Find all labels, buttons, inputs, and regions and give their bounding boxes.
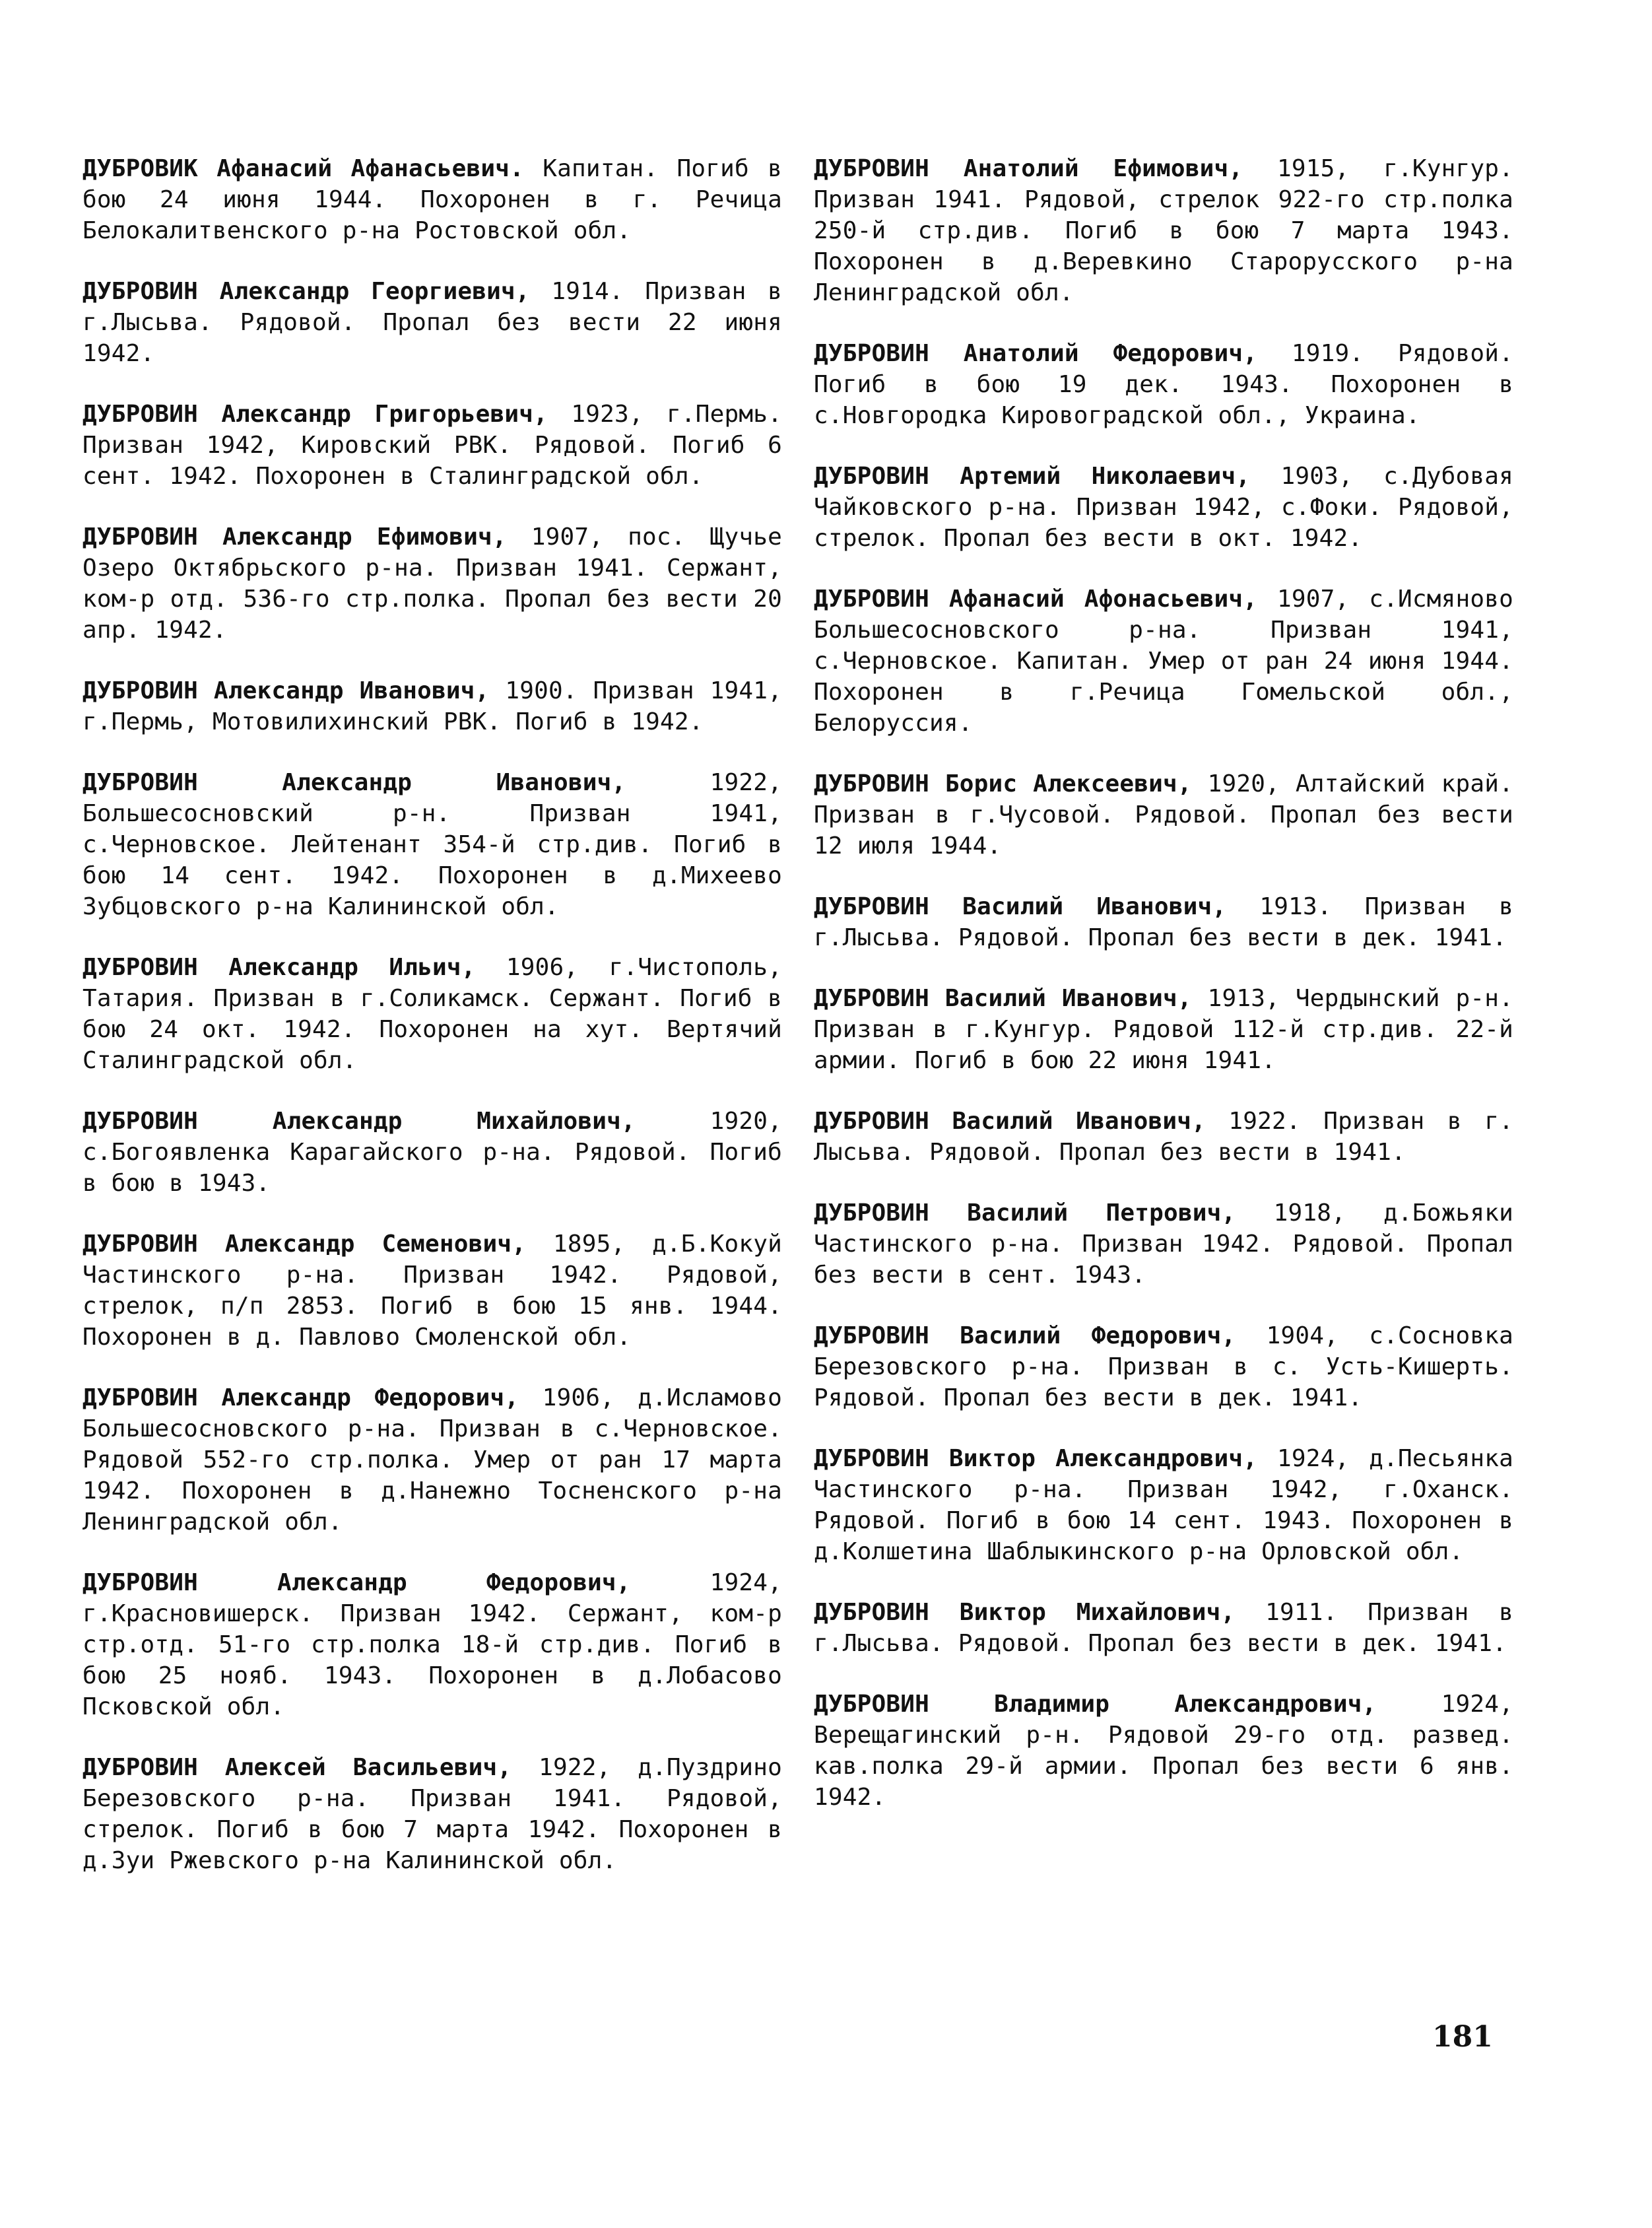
list-entry: [814, 1597, 1513, 1659]
left-column: [83, 153, 782, 1906]
entry-name: ДУБРОВИН Александр Иванович,: [83, 677, 490, 704]
entry-text: 1923, г.Пермь. Призван 1942, Кировский РВК. Рядовой. Погиб 6 сент. 1942. Похоронен в Сталинградской обл.: [83, 401, 783, 490]
list-entry: [83, 276, 782, 369]
entry-name: ДУБРОВИН Александр Михайлович,: [83, 1108, 636, 1135]
entry-name: ДУБРОВИН Артемий Николаевич,: [814, 463, 1251, 490]
entry-text: 1915, г.Кунгур. Призван 1941. Рядовой, стрелок 922-го стр.полка 250-й стр.див. Погиб в бою 7 марта 1943. Похоронен в д.Веревкино Старорусского р-на Ленинградской обл.: [814, 155, 1514, 306]
entry-name: ДУБРОВИН Александр Семенович,: [83, 1231, 527, 1258]
list-entry: [814, 1106, 1513, 1168]
list-entry: [83, 675, 782, 737]
entry-name: ДУБРОВИН Виктор Михайлович,: [814, 1599, 1236, 1626]
list-entry: [83, 952, 782, 1076]
entry-text: 1906, д.Исламово Большесосновского р-на. Призван в с.Черновское. Рядовой 552-го стр.полка. Умер от ран 17 марта 1942. Похоронен в д.Нанежно Тосненского р-на Ленинградской обл.: [83, 1384, 783, 1536]
entry-text: 1924, д.Песьянка Частинского р-на. Призван 1942, г.Оханск. Рядовой. Погиб в бою 14 сент. 1943. Похоронен в д.Колшетина Шаблыкинского р-на Орловской обл.: [814, 1445, 1514, 1565]
entry-text: 1914. Призван в г.Лысьва. Рядовой. Пропал без вести 22 июня 1942.: [83, 278, 782, 367]
entry-name: ДУБРОВИН Владимир Александрович,: [814, 1691, 1377, 1718]
list-entry: [814, 891, 1513, 953]
entry-name: ДУБРОВИН Александр Федорович,: [83, 1384, 519, 1411]
list-entry: [83, 1229, 782, 1353]
entry-text: 1906, г.Чистополь, Татария. Призван в г.Соликамск. Сержант. Погиб в бою 24 окт. 1942. Похоронен на хут. Вертячий Сталинградской обл.: [83, 954, 782, 1074]
entry-text: 1913. Призван в г.Лысьва. Рядовой. Пропал без вести в дек. 1941.: [814, 893, 1513, 951]
entry-name: ДУБРОВИН Василий Петрович,: [814, 1199, 1236, 1227]
right-column: [814, 153, 1513, 1842]
page-number: 181: [1432, 2020, 1493, 2054]
entry-name: ДУБРОВИН Василий Иванович,: [814, 1108, 1206, 1135]
entry-name: ДУБРОВИН Алексей Васильевич,: [83, 1754, 512, 1781]
entry-name: ДУБРОВИН Анатолий Федорович,: [814, 340, 1258, 367]
entry-name: ДУБРОВИН Александр Федорович,: [83, 1569, 631, 1596]
list-entry: [83, 399, 782, 492]
list-entry: [83, 1382, 782, 1537]
list-entry: [814, 1320, 1513, 1413]
entry-name: ДУБРОВИН Виктор Александрович,: [814, 1445, 1258, 1472]
list-entry: [814, 768, 1513, 861]
entry-text: 1922, д.Пуздрино Березовского р-на. Призван 1941. Рядовой, стрелок. Погиб в бою 7 марта 1942. Похоронен в д.Зуи Ржевского р-на Калининской обл.: [83, 1754, 783, 1874]
entry-text: 1920, Алтайский край. Призван в г.Чусовой. Рядовой. Пропал без вести 12 июля 1944.: [814, 770, 1513, 860]
entry-text: 1895, д.Б.Кокуй Частинского р-на. Призван 1942. Рядовой, стрелок, п/п 2853. Погиб в бою 15 янв. 1944. Похоронен в д. Павлово Смоленской обл.: [83, 1231, 783, 1351]
list-entry: [814, 1443, 1513, 1567]
entry-text: 1919. Рядовой. Погиб в бою 19 дек. 1943. Похоронен в с.Новгородка Кировоградской обл., Украина.: [814, 340, 1514, 429]
entry-text: 1920, с.Богоявленка Карагайского р-на. Рядовой. Погиб в бою в 1943.: [83, 1108, 782, 1197]
list-entry: [814, 461, 1513, 554]
list-entry: [83, 767, 782, 922]
entry-text: 1903, с.Дубовая Чайковского р-на. Призван 1942, с.Фоки. Рядовой, стрелок. Пропал без вести в окт. 1942.: [814, 463, 1514, 552]
list-entry: [814, 1689, 1513, 1813]
list-entry: [83, 1567, 782, 1722]
entry-name: ДУБРОВИН Александр Ефимович,: [83, 523, 507, 551]
entry-text: 1900. Призван 1941, г.Пермь, Мотовилихинский РВК. Погиб в 1942.: [83, 677, 783, 735]
entry-name: ДУБРОВИН Василий Иванович,: [814, 985, 1192, 1012]
entry-name: ДУБРОВИК Афанасий Афанасьевич.: [83, 155, 524, 182]
list-entry: [83, 153, 782, 246]
list-entry: [814, 584, 1513, 739]
entry-name: ДУБРОВИН Борис Алексеевич,: [814, 770, 1192, 797]
entry-text: 1907, с.Исмяново Большесосновского р-на. Призван 1941, с.Черновское. Капитан. Умер от ран 24 июня 1944. Похоронен в г.Речица Гомельской обл., Белоруссия.: [814, 586, 1514, 737]
entry-text: 1924, Верещагинский р-н. Рядовой 29-го отд. развед. кав.полка 29-й армии. Пропал без вести 6 янв. 1942.: [814, 1691, 1513, 1811]
list-entry: [814, 338, 1513, 431]
entry-text: 1911. Призван в г.Лысьва. Рядовой. Пропал без вести в дек. 1941.: [814, 1599, 1514, 1657]
entry-name: ДУБРОВИН Александр Григорьевич,: [83, 401, 548, 428]
entry-text: 1924, г.Красновишерск. Призван 1942. Сержант, ком-р стр.отд. 51-го стр.полка 18-й стр.див. Погиб в бою 25 нояб. 1943. Похоронен в д.Лобасово Псковской обл.: [83, 1569, 783, 1720]
entry-text: 1904, с.Сосновка Березовского р-на. Призван в с. Усть-Кишерть. Рядовой. Пропал без вести в дек. 1941.: [814, 1322, 1514, 1411]
list-entry: [814, 153, 1513, 308]
entry-text: 1922. Призван в г. Лысьва. Рядовой. Пропал без вести в 1941.: [814, 1108, 1513, 1166]
list-entry: [83, 522, 782, 646]
list-entry: [814, 983, 1513, 1076]
entry-name: ДУБРОВИН Афанасий Афонасьевич,: [814, 586, 1258, 613]
entry-name: ДУБРОВИН Александр Иванович,: [83, 769, 626, 796]
entry-text: Капитан. Погиб в бою 24 июня 1944. Похоронен в г. Речица Белокалитвенского р-на Ростовской обл.: [83, 155, 782, 244]
list-entry: [814, 1198, 1513, 1291]
entry-name: ДУБРОВИН Василий Федорович,: [814, 1322, 1236, 1349]
list-entry: [83, 1106, 782, 1199]
entry-name: ДУБРОВИН Василий Иванович,: [814, 893, 1227, 920]
entry-name: ДУБРОВИН Анатолий Ефимович,: [814, 155, 1243, 182]
entry-name: ДУБРОВИН Александр Георгиевич,: [83, 278, 530, 305]
entry-text: 1922, Большесосновский р-н. Призван 1941, с.Черновское. Лейтенант 354-й стр.див. Погиб в бою 14 сент. 1942. Похоронен в д.Михеево Зубцовского р-на Калининской обл.: [83, 769, 782, 920]
list-entry: [83, 1752, 782, 1876]
entry-name: ДУБРОВИН Александр Ильич,: [83, 954, 476, 981]
entry-text: 1907, пос. Щучье Озеро Октябрьского р-на. Призван 1941. Сержант, ком-р отд. 536-го стр.полка. Пропал без вести 20 апр. 1942.: [83, 523, 783, 644]
entry-text: 1913, Чердынский р-н. Призван в г.Кунгур. Рядовой 112-й стр.див. 22-й армии. Погиб в бою 22 июня 1941.: [814, 985, 1513, 1074]
entry-text: 1918, д.Божьяки Частинского р-на. Призван 1942. Рядовой. Пропал без вести в сент. 1943.: [814, 1199, 1513, 1289]
